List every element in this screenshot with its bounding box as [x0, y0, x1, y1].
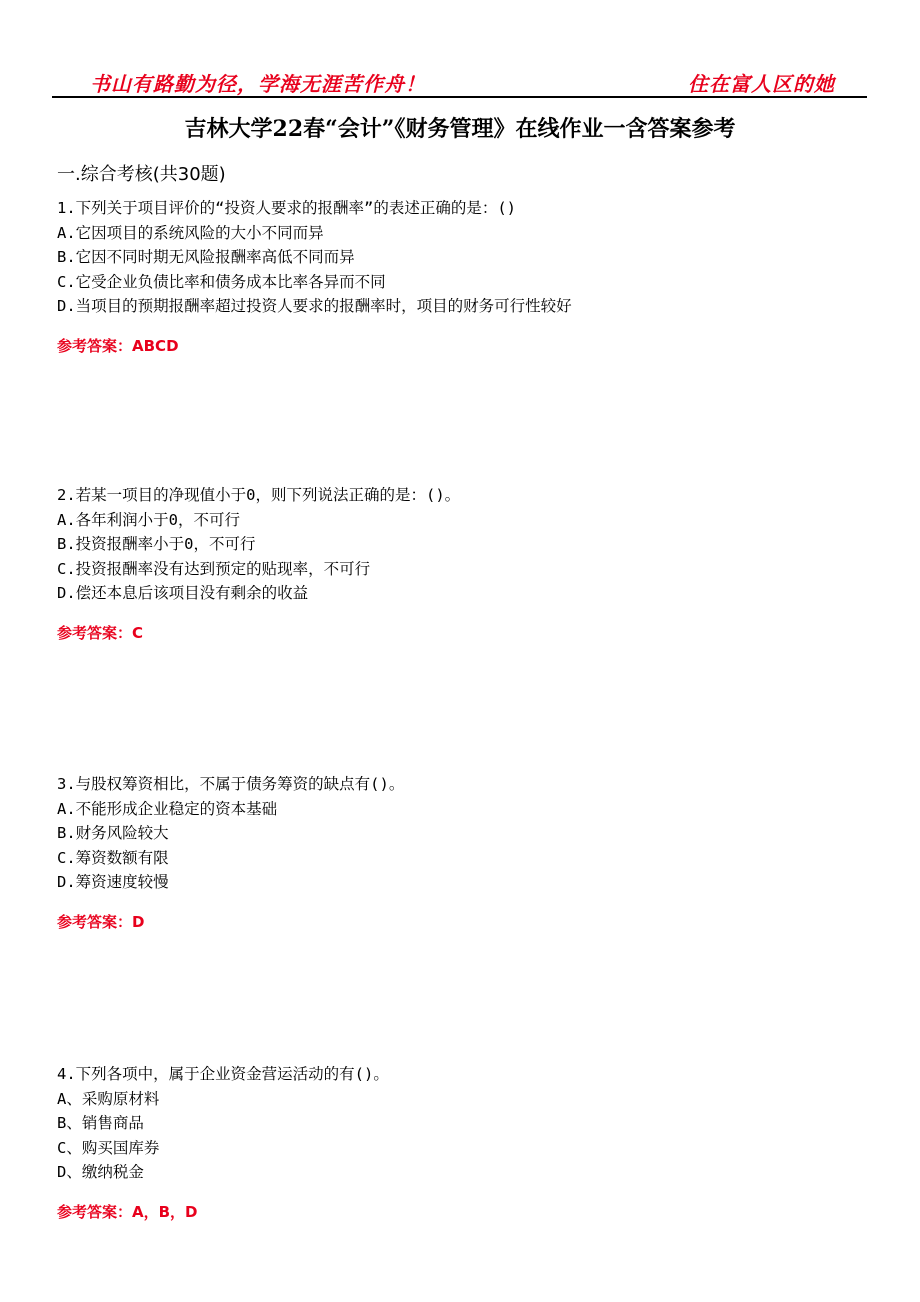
option-b: B、销售商品	[57, 1114, 144, 1132]
question-stem: 2.若某一项目的净现值小于0，则下列说法正确的是：()。	[57, 486, 461, 504]
question-stem: 4.下列各项中，属于企业资金营运活动的有()。	[57, 1065, 389, 1083]
answer-value: ABCD	[132, 336, 179, 355]
section-heading: 一.综合考核(共30题)	[57, 164, 226, 185]
option-c: C.它受企业负债比率和债务成本比率各异而不同	[57, 272, 386, 291]
answer-line	[57, 1201, 877, 1222]
option-a: A、采购原材料	[57, 1089, 160, 1108]
option-b: B.财务风险较大	[57, 824, 169, 842]
option-d: D、缴纳税金	[57, 1163, 144, 1181]
question-4	[57, 1062, 877, 1222]
slogan-left: 书山有路勤为径，学海无涯苦作舟！	[90, 72, 426, 96]
answer-label: 参考答案：	[57, 623, 133, 642]
option-a: A.各年利润小于0，不可行	[57, 510, 240, 529]
option-c: C.筹资数额有限	[57, 848, 169, 867]
option-d: D.筹资速度较慢	[57, 873, 169, 891]
document-title: 吉林大学22春“会计”《财务管理》在线作业一含答案参考	[184, 116, 736, 142]
answer-label: 参考答案：	[57, 1202, 133, 1221]
slogan-right: 住在富人区的她	[688, 72, 835, 96]
option-a: A.它因项目的系统风险的大小不同而异	[57, 223, 324, 242]
option-d: D.偿还本息后该项目没有剩余的收益	[57, 584, 309, 602]
question-stem: 3.与股权筹资相比，不属于债务筹资的缺点有()。	[57, 775, 405, 793]
option-b: B.投资报酬率小于0，不可行	[57, 535, 256, 553]
option-c: C.投资报酬率没有达到预定的贴现率，不可行	[57, 559, 371, 578]
option-a: A.不能形成企业稳定的资本基础	[57, 799, 278, 818]
header-banner	[52, 66, 867, 98]
answer-line	[57, 335, 877, 356]
option-b: B.它因不同时期无风险报酬率高低不同而异	[57, 248, 355, 266]
answer-label: 参考答案：	[57, 336, 133, 355]
answer-value: A，B，D	[132, 1202, 198, 1221]
question-3	[57, 772, 877, 932]
answer-label: 参考答案：	[57, 912, 133, 931]
option-c: C、购买国库券	[57, 1138, 160, 1157]
option-d: D.当项目的预期报酬率超过投资人要求的报酬率时，项目的财务可行性较好	[57, 297, 572, 315]
answer-line	[57, 911, 877, 932]
question-2	[57, 483, 877, 643]
answer-line	[57, 622, 877, 643]
question-stem: 1.下列关于项目评价的“投资人要求的报酬率”的表述正确的是：()	[57, 199, 516, 217]
answer-value: C	[132, 623, 144, 642]
answer-value: D	[132, 912, 145, 931]
question-1	[57, 196, 877, 356]
